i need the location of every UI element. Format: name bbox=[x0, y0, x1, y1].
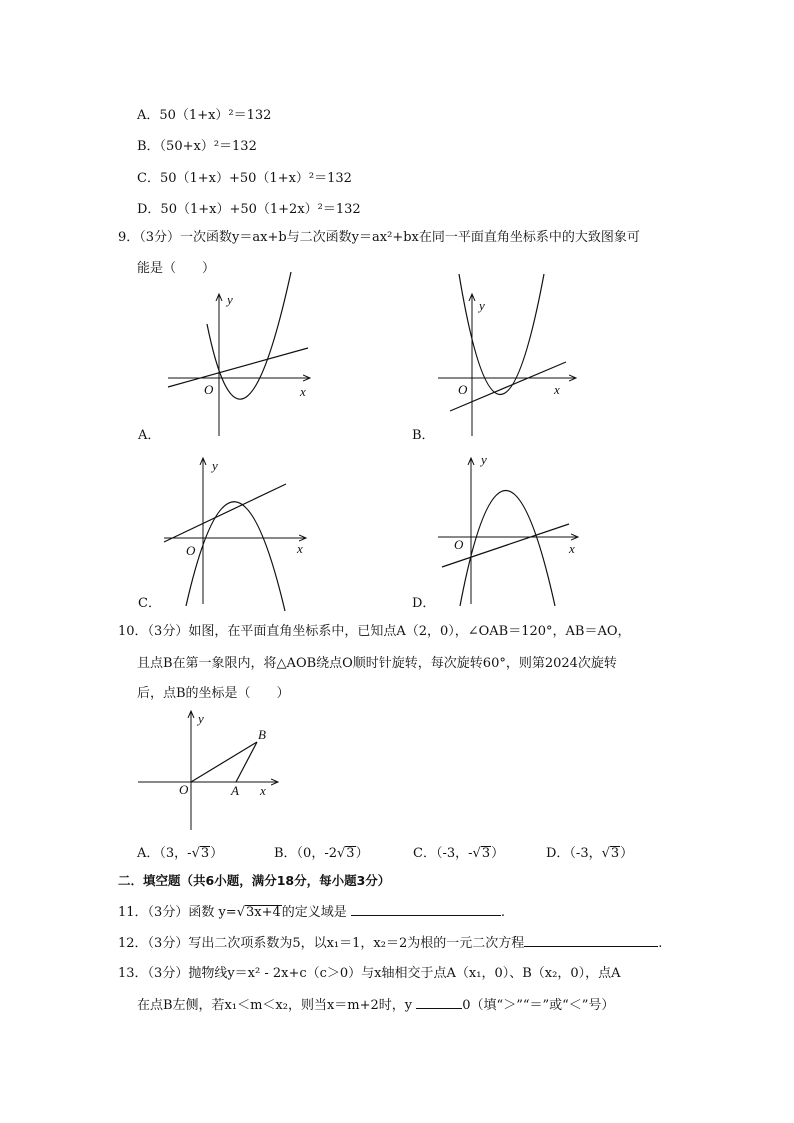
fig-b-label: B bbox=[258, 727, 266, 742]
q11: 11．（3分）函数 y=√3x+4的定义域是 . bbox=[118, 905, 506, 920]
line-graph bbox=[168, 348, 308, 387]
axis-x-label: x bbox=[297, 541, 303, 556]
q10-option-d: D．（-3，√3） bbox=[546, 846, 634, 861]
q8-option-a: A．50（1+x）²＝132 bbox=[137, 108, 272, 123]
graph-a bbox=[160, 290, 320, 440]
axis-x-label: x bbox=[569, 541, 575, 556]
axis-y-label: y bbox=[212, 458, 218, 473]
axis-x-label: x bbox=[554, 382, 560, 397]
section-2-title: 二．填空题（共6小题，满分18分，每小题3分） bbox=[118, 873, 391, 888]
q8-option-d: D．50（1+x）+50（1+2x）²＝132 bbox=[137, 202, 361, 217]
axis-x-label: x bbox=[300, 384, 306, 399]
q10-figure bbox=[136, 708, 286, 833]
q10-stem-line1: 10．（3分）如图，在平面直角坐标系中，已知点A（2，0），∠OAB＝120°，AB＝AO， bbox=[118, 624, 631, 639]
axis-y-label: y bbox=[479, 298, 485, 313]
parabola bbox=[460, 491, 555, 607]
origin-label: O bbox=[458, 382, 468, 397]
origin-label: O bbox=[454, 537, 464, 552]
q10-option-c: C．（-3，-√3） bbox=[413, 846, 505, 861]
graph-a-label: A． bbox=[138, 428, 161, 443]
graph-c-label: C． bbox=[138, 596, 161, 611]
fig-o-label: O bbox=[179, 782, 189, 797]
q11-answer-blank[interactable] bbox=[351, 903, 501, 916]
q10-option-b: B．（0，-2√3） bbox=[274, 846, 369, 861]
q8-option-b: B．（50+x）²＝132 bbox=[137, 139, 257, 154]
q9-stem-line1: 9．（3分）一次函数y＝ax+b与二次函数y＝ax²+bx在同一平面直角坐标系中的大致图象可 bbox=[118, 230, 640, 245]
fig-a-label: A bbox=[231, 783, 239, 798]
q10-stem-line3: 后，点B的坐标是（ ） bbox=[137, 686, 290, 701]
q12: 12．（3分）写出二次项系数为5，以x₁＝1，x₂＝2为根的一元二次方程 . bbox=[118, 936, 663, 951]
q9-stem-line2: 能是（ ） bbox=[137, 261, 216, 276]
axis-y-label: y bbox=[227, 292, 233, 307]
fig-y-label: y bbox=[198, 711, 204, 726]
origin-label: O bbox=[186, 543, 196, 558]
q12-answer-blank[interactable] bbox=[524, 934, 658, 947]
fig-x-label: x bbox=[260, 783, 266, 798]
q13-line1: 13．（3分）抛物线y＝x² - 2x+c（c＞0）与x轴相交于点A（x₁，0）、B（x₂，0），点A bbox=[118, 966, 621, 981]
graph-d-label: D． bbox=[412, 596, 436, 611]
graph-b bbox=[436, 290, 596, 440]
graph-d bbox=[436, 452, 596, 606]
line-graph bbox=[450, 362, 566, 411]
axis-y-label: y bbox=[481, 452, 487, 467]
origin-label: O bbox=[204, 382, 214, 397]
q13-line2: 在点B左侧，若x₁＜m＜x₂，则当x＝m+2时，y 0（填“＞”“＝”或“＜”号） bbox=[137, 998, 615, 1013]
graph-c bbox=[160, 456, 320, 606]
q10-stem-line2: 且点B在第一象限内，将△AOB绕点O顺时针旋转，每次旋转60°，则第2024次旋转 bbox=[137, 656, 617, 671]
parabola bbox=[207, 272, 291, 399]
graph-b-label: B． bbox=[412, 428, 435, 443]
q13-answer-blank[interactable] bbox=[416, 996, 462, 1009]
line-graph bbox=[164, 484, 286, 542]
q8-option-c: C．50（1+x）+50（1+x）²＝132 bbox=[137, 171, 352, 186]
q10-option-a: A．（3，-√3） bbox=[137, 846, 224, 861]
parabola bbox=[186, 502, 285, 611]
